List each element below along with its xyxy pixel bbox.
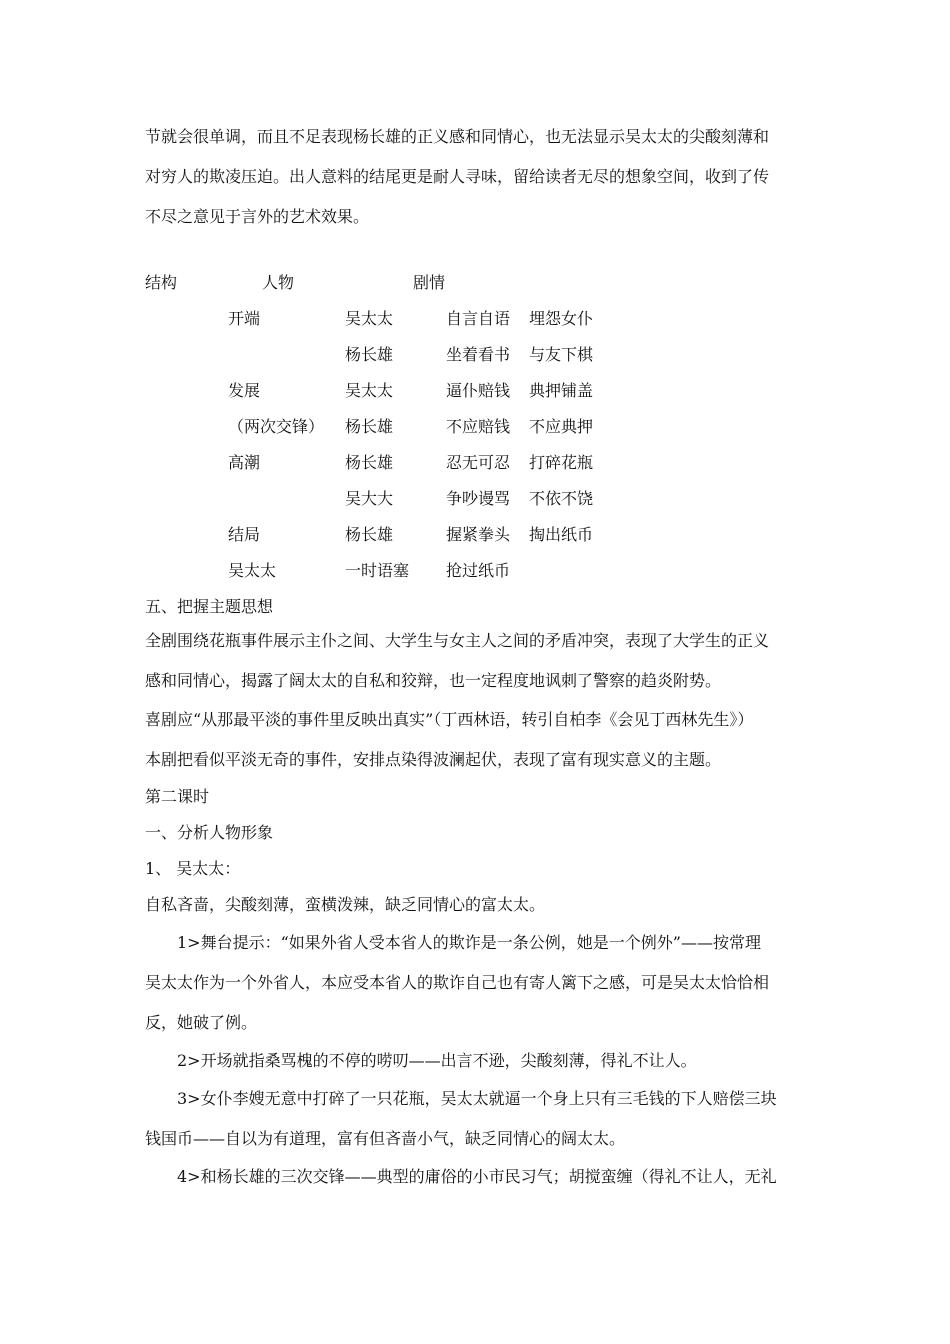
paragraph-line: 喜剧应“从那最平淡的事件里反映出真实”（丁西林语，转引自柏李《会见丁西林先生》） bbox=[145, 710, 754, 729]
table-cell: 杨长雄 bbox=[345, 453, 394, 472]
table-row bbox=[0, 342, 950, 366]
table-cell: 不应赔钱 bbox=[446, 417, 511, 436]
table-cell: 吴太太 bbox=[345, 309, 394, 328]
table-cell: 抢过纸币 bbox=[446, 561, 511, 580]
table-header: 结构 bbox=[145, 273, 178, 292]
table-cell: 开端 bbox=[228, 309, 261, 328]
table-cell: 杨长雄 bbox=[345, 345, 394, 364]
table-cell: 发展 bbox=[228, 381, 261, 400]
intro-line-3: 不尽之意见于言外的艺术效果。 bbox=[145, 207, 370, 226]
table-cell: 杨长雄 bbox=[345, 417, 394, 436]
table-cell: 不依不饶 bbox=[529, 489, 594, 508]
intro-line-2: 对穷人的欺凌压迫。出人意料的结尾更是耐人寻味，留给读者无尽的想象空间，收到了传 bbox=[145, 167, 770, 186]
table-row bbox=[0, 522, 950, 546]
table-cell: 杨长雄 bbox=[345, 525, 394, 544]
table-row bbox=[0, 450, 950, 474]
table-cell: 坐着看书 bbox=[446, 345, 511, 364]
table-cell: 与友下棋 bbox=[529, 345, 594, 364]
point-line: 4>和杨长雄的三次交锋——典型的庸俗的小市民习气；胡搅蛮缠（得礼不让人，无礼 bbox=[177, 1167, 777, 1186]
intro-line-1: 节就会很单调，而且不足表现杨长雄的正义感和同情心，也无法显示吴太太的尖酸刻薄和 bbox=[145, 127, 770, 146]
table-row bbox=[0, 486, 950, 510]
point-line: 吴太太作为一个外省人，本应受本省人的欺诈自己也有寄人篱下之感，可是吴太太恰恰相 bbox=[145, 973, 770, 992]
table-cell: 吴太太 bbox=[228, 561, 277, 580]
paragraph-line: 本剧把看似平淡无奇的事件，安排点染得波澜起伏，表现了富有现实意义的主题。 bbox=[145, 750, 722, 769]
subsection-heading: 一、分析人物形象 bbox=[145, 823, 274, 842]
point-line: 2>开场就指桑骂槐的不停的唠叨——出言不逊，尖酸刻薄，得礼不让人。 bbox=[177, 1051, 697, 1070]
list-item-heading: 1、 吴太太： bbox=[145, 859, 241, 878]
point-line: 反，她破了例。 bbox=[145, 1013, 258, 1032]
table-cell: 争吵谩骂 bbox=[446, 489, 511, 508]
paragraph-line: 全剧围绕花瓶事件展示主仆之间、大学生与女主人之间的矛盾冲突，表现了大学生的正义 bbox=[145, 631, 770, 650]
table-cell: 典押铺盖 bbox=[529, 381, 594, 400]
lesson-heading: 第二课时 bbox=[145, 787, 210, 806]
table-cell: 逼仆赔钱 bbox=[446, 381, 511, 400]
table-header: 人物 bbox=[262, 273, 295, 292]
table-row bbox=[0, 306, 950, 330]
table-cell: 握紧拳头 bbox=[446, 525, 511, 544]
point-line: 3>女仆李嫂无意中打碎了一只花瓶，吴太太就逼一个身上只有三毛钱的下人赔偿三块 bbox=[177, 1089, 777, 1108]
table-cell: 掏出纸币 bbox=[529, 525, 594, 544]
table-row bbox=[0, 378, 950, 402]
table-cell: 埋怨女仆 bbox=[529, 309, 594, 328]
table-cell: 不应典押 bbox=[529, 417, 594, 436]
table-cell: 打碎花瓶 bbox=[529, 453, 594, 472]
character-summary: 自私吝啬，尖酸刻薄，蛮横泼辣，缺乏同情心的富太太。 bbox=[145, 895, 546, 914]
table-cell: 自言自语 bbox=[446, 309, 511, 328]
point-line: 钱国币——自以为有道理，富有但吝啬小气，缺乏同情心的阔太太。 bbox=[145, 1129, 626, 1148]
point-line: 1>舞台提示：“如果外省人受本省人的欺诈是一条公例，她是一个例外”——按常理 bbox=[177, 933, 761, 952]
table-cell: 一时语塞 bbox=[345, 561, 410, 580]
table-row bbox=[0, 558, 950, 582]
section-heading: 五、把握主题思想 bbox=[145, 597, 274, 616]
table-row bbox=[0, 414, 950, 438]
table-header-row bbox=[0, 270, 950, 294]
table-cell: 吴大大 bbox=[345, 489, 394, 508]
paragraph-line: 感和同情心，揭露了阔太太的自私和狡辩，也一定程度地讽刺了警察的趋炎附势。 bbox=[145, 671, 722, 690]
table-header: 剧情 bbox=[413, 273, 446, 292]
table-cell: 吴太太 bbox=[345, 381, 394, 400]
table-cell: 结局 bbox=[228, 525, 261, 544]
table-cell: 忍无可忍 bbox=[446, 453, 511, 472]
table-cell: 高潮 bbox=[228, 453, 261, 472]
table-cell: （两次交锋） bbox=[228, 417, 325, 436]
